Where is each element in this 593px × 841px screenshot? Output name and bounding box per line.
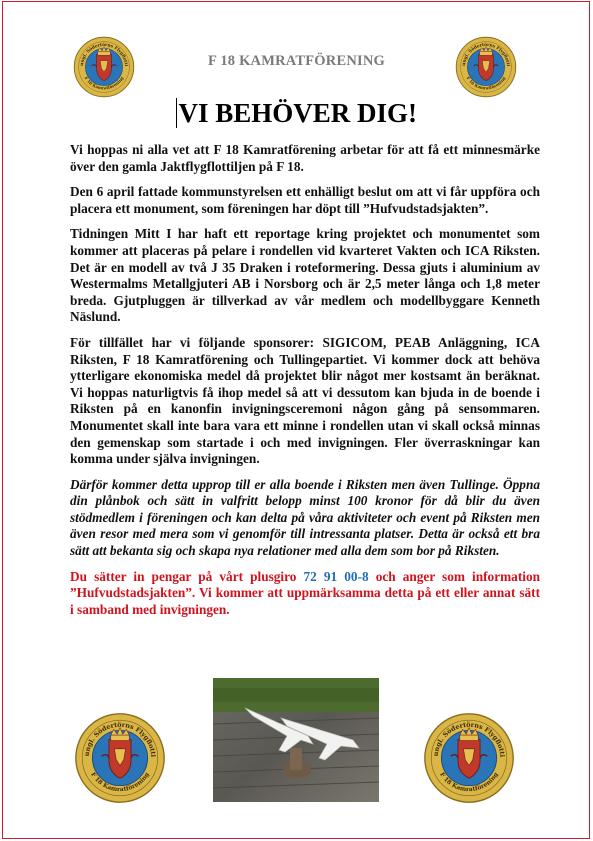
emblem-bottom-right-icon	[423, 712, 515, 804]
paragraph-intro: Vi hoppas ni alla vet att F 18 Kamratförening arbetar för att få ett minnesmärke över den gamla Jaktflygflottiljen på F 18.	[70, 142, 540, 174]
paragraph-monument: Tidningen Mitt I har haft ett reportage kring projektet och monumentet som kommer att placeras på pelare i rondellen vid kvarteret Vakten och ICA Riksten. Det är en modell av två J 35 Draken i roteformering. Dessa gjuts i aluminium av Westermalms Metallgjuteri AB i Norsborg och är 2,5 meter långa och 1,8 meter breda. Gjutpluggen är tillverkad av vår medlem och modellbyggare Kenneth Näslund.	[70, 226, 540, 325]
emblem-bottom-left-icon	[74, 712, 166, 804]
body-text	[70, 142, 540, 627]
plusgiro-number: 72 91 00-8	[303, 568, 369, 584]
paragraph-sponsors: För tillfället har vi följande sponsorer: SIGICOM, PEAB Anläggning, ICA Riksten, F 18 Kamratförening och Tullingepartiet. Vi kommer dock att behöva ytterligare ekonomiska medel då projektet blir något mer kostsamt än beräknat. Vi hoppas naturligtvis få ihop medel så att vi dessutom kan bjuda in de boende i Riksten på en kanonfin invigningsceremoni någon gång på sensommaren. Monumentet skall inte bara vara ett minne i rondellen utan vi skall också minnas den gemenskap som startade i och med invigningen. Fler överraskningar kan komma under själva invigningen.	[70, 334, 540, 467]
paragraph-appeal: Därför kommer detta upprop till er alla boende i Riksten men även Tullinge. Öppna din plånbok och sätt in valfritt belopp minst 100 kronor för då blir du även stödmedlem i föreningen och kan delta på våra aktiviteter och event på Riksten men även resor med mera som vi genomför till intressanta platser. Detta är också ett bra sätt att bekanta sig och skapa nya relationer med alla dem som bor på Riksten.	[70, 476, 540, 559]
paragraph-decision: Den 6 april fattade kommunstyrelsen ett enhälligt beslut om att vi får uppföra och placera ett monument, som föreningen har döpt till ”Hufvudstadsjakten”.	[70, 184, 540, 216]
headline-text: VI BEHÖVER DIG!	[178, 98, 418, 128]
org-name: F 18 KAMRATFÖRENING	[208, 53, 385, 69]
payment-text-after: och anger som information ”Hufvudstadsjakten”. Vi kommer att uppmärksamma detta på ett eller annat sätt i samband med invigningen.	[70, 568, 540, 617]
page-title	[0, 98, 593, 129]
paragraph-payment	[70, 569, 540, 619]
monument-model-photo	[213, 678, 379, 802]
payment-text-before: Du sätter in pengar på vårt plusgiro	[70, 568, 304, 584]
